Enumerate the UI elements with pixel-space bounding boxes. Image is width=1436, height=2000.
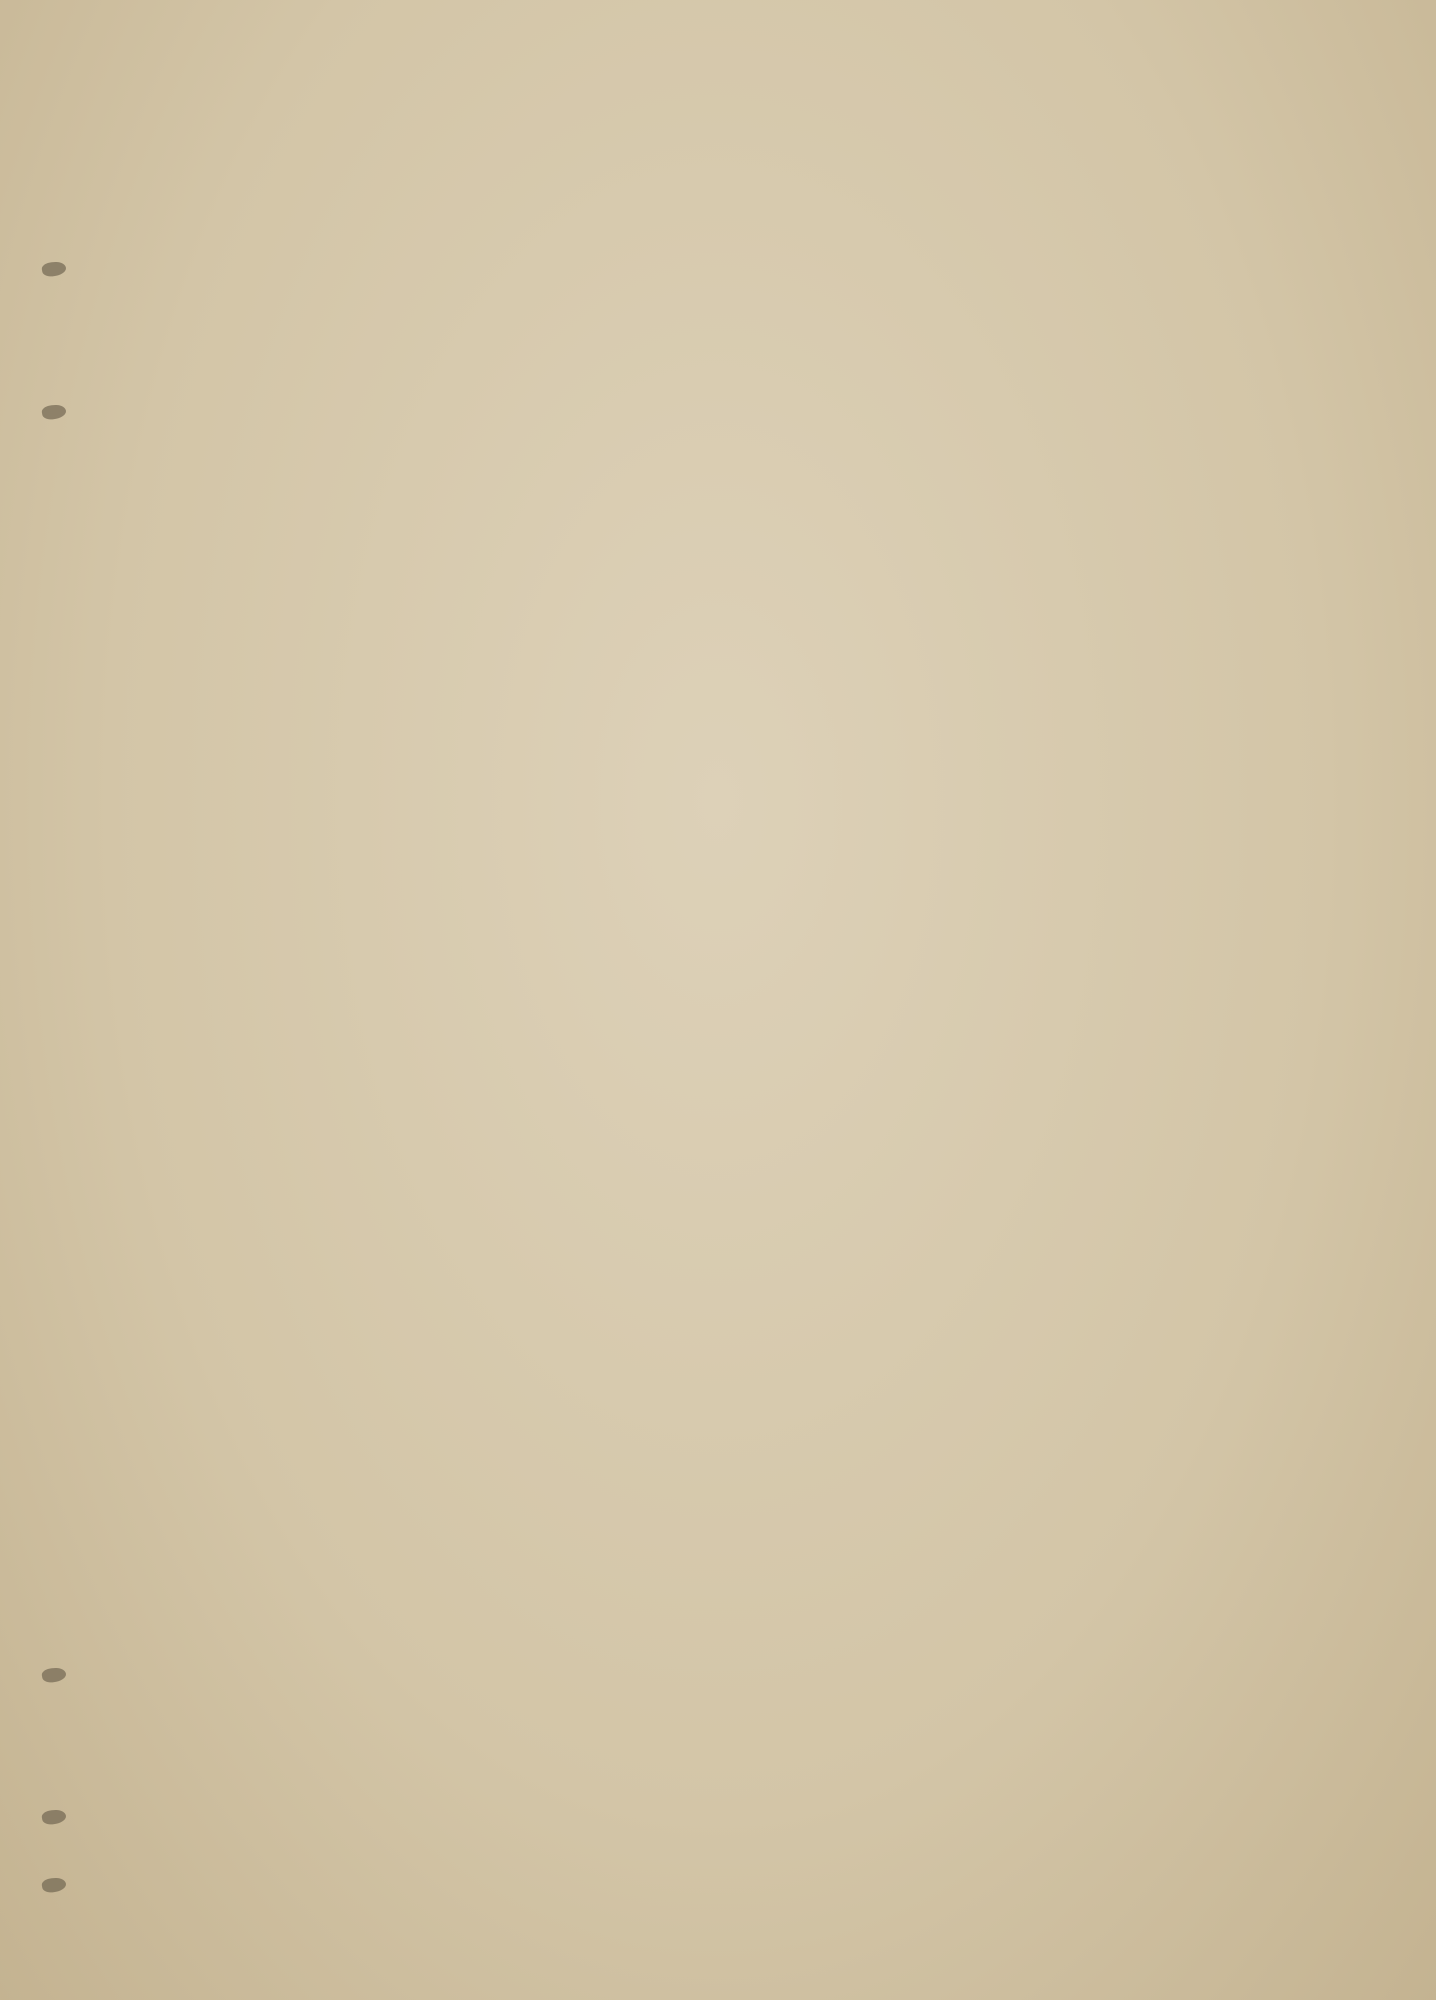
punch-hole [41, 403, 67, 421]
punch-hole [41, 1876, 67, 1894]
punch-hole [41, 1666, 67, 1684]
punch-hole [41, 1808, 67, 1826]
punch-hole [41, 260, 67, 278]
report-body [205, 132, 1420, 136]
